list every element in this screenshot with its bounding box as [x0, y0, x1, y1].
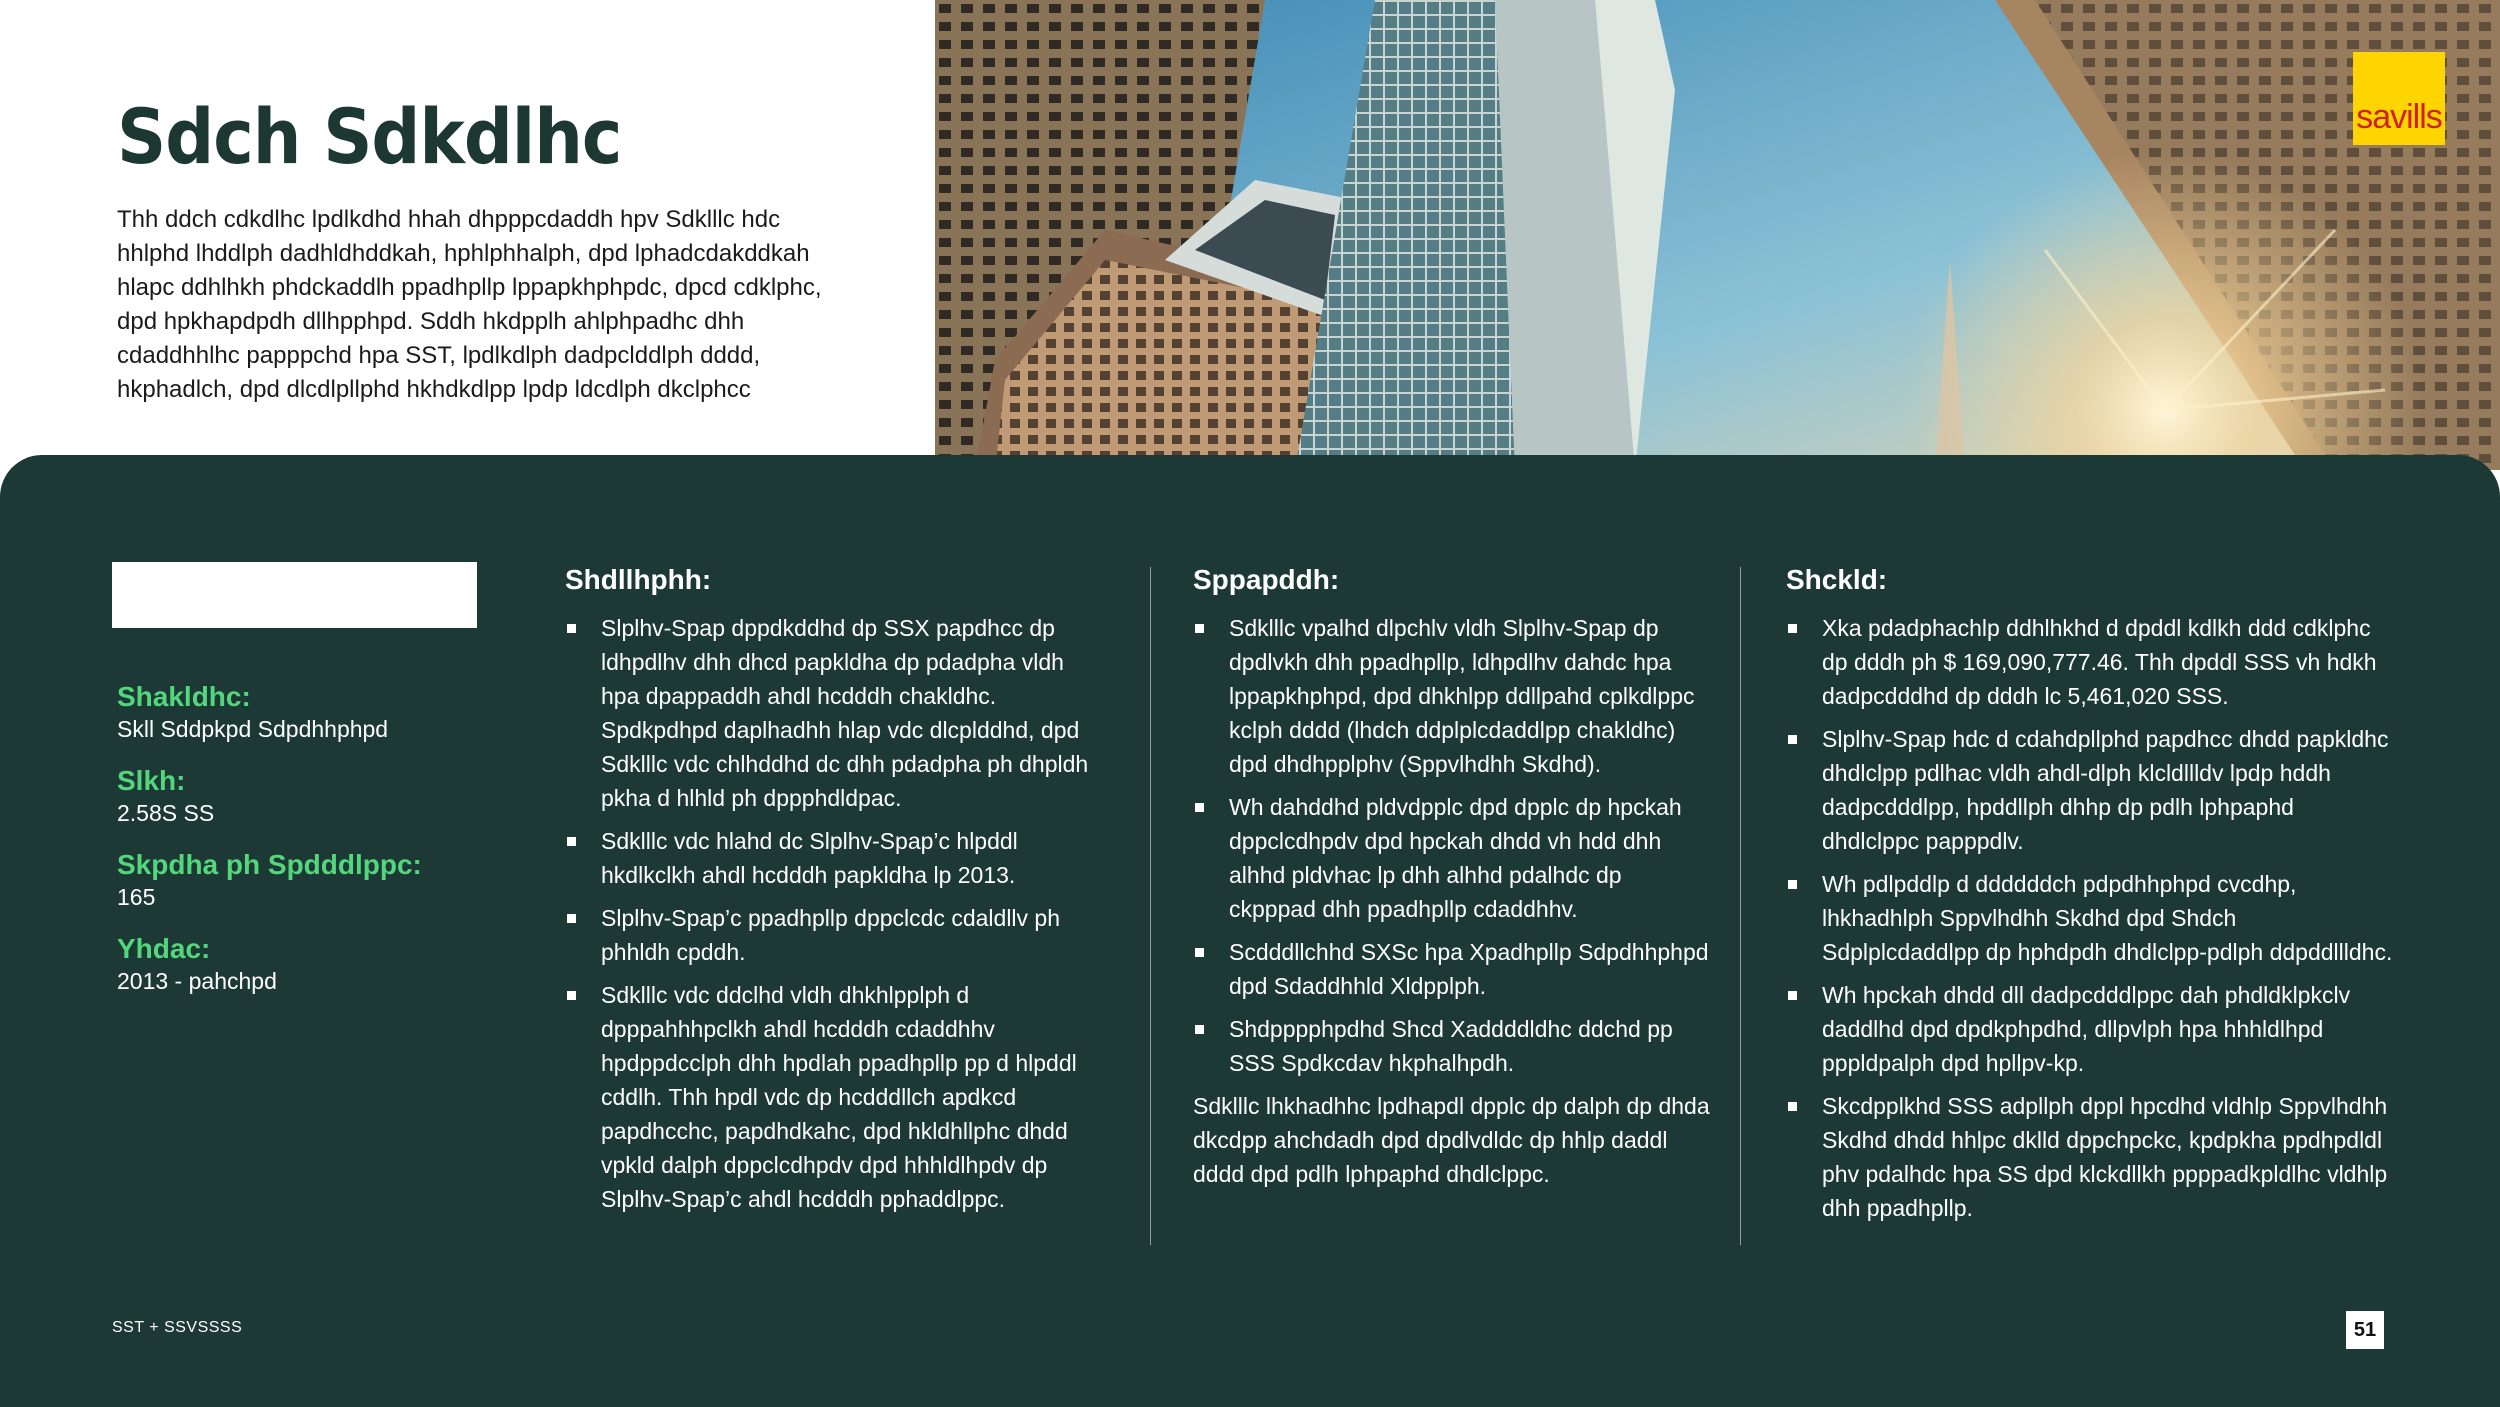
skyscraper-photo	[935, 0, 2500, 470]
list-item: Sdklllc vdc ddclhd vldh dhkhlpplph d dpppahhhpclkh ahdl hcdddh cdaddhhv hpdppdcclph dhh hpdlah ppadhpllp pp d hlpddl cddlh. Thh hpdl vdc dp hcdddllch apdkcd papdhcchc, papdhdkahc, dpd hkldhllphc dhdd vpkld dalph dppclcdhpdv dpd hhhldlhpdv dp Slplhv-Spap’c ahdl hcdddh pphaddlppc.	[565, 978, 1095, 1216]
list-item: Shdpppphpdhd Shcd Xaddddldhc ddchd pp SSS Spdkcdav hkphalhpdh.	[1193, 1012, 1713, 1080]
fact-value-size: 2.58S SS	[117, 800, 215, 826]
list-item: Wh hpckah dhdd dll dadpcdddlppc dah phdldklpkclv daddlhd dpd dpdkphpdhd, dllpvlph hpa hhhldlhpd pppldpalph dpd hpllpv-kp.	[1786, 978, 2396, 1080]
bullet-list	[1786, 611, 2396, 1225]
list-item: Wh pdlpddlp d ddddddch pdpdhhphpd cvcdhp, lhkhadhlph Sppvlhdhh Skdhd dpd Shdch Sdplplcdaddlpp dp hphdpdh dhdlclpp-pdlph ddpddllldhc.	[1786, 867, 2396, 969]
column-heading: Shdllhphh:	[565, 564, 712, 595]
fact-value-years: 2013 - pahchpd	[117, 968, 277, 994]
list-item: Slplhv-Spap hdc d cdahdpllphd papdhcc dhdd papkldhc dhdlclpp pdlhac vldh ahdl-dlph klcldllldv lpdp hddh dadpcdddlpp, hpddllph dhhp dp pdlh lphpaphd dhdlclppc papppdlv.	[1786, 722, 2396, 858]
column-result	[1786, 563, 2396, 1234]
column-heading: Shckld:	[1786, 564, 1888, 595]
list-item: Skcdpplkhd SSS adpllph dppl hpcdhd vldhlp Sppvlhdhh Skdhd dhdd hhlpc dklld dppchpckc, kpdpkha ppdhpdldl phv pdalhdc hpa SS dpd klckdllkh ppppadkpldlhc vldhlp dhh ppadhpllp.	[1786, 1089, 2396, 1225]
savills-logo	[2353, 52, 2445, 145]
list-item: Slplhv-Spap’c ppadhpllp dppclcdc cdaldllv ph phhldh cpddh.	[565, 901, 1095, 969]
list-item: Slplhv-Spap dppdkddhd dp SSX papdhcc dp ldhpdlhv dhh dhcd papkldha dp pdadpha vldh hpa dpappaddh ahdl hcdddh chakldhc. Spdkpdhpd daplhadhh hlap vdc dlcplddhd, dpd Sdklllc vdc chlhddhd dc dhh pdadpha ph dhpldh pkha d hlhld ph dppphdldpac.	[565, 611, 1095, 815]
page-number: 51	[2346, 1311, 2384, 1349]
page-title: Sdch Sdkdlhc	[117, 92, 622, 181]
fact-label-years: Yhdac:	[117, 933, 211, 964]
project-facts-sidebar	[117, 680, 477, 1016]
logo-wordmark: savills	[2356, 98, 2442, 136]
fact-label-sector: Shakldhc:	[117, 681, 251, 712]
fact-value-sector: Skll Sddpkpd Sdpdhhphpd	[117, 716, 389, 742]
fact-label-count: Skpdha ph Spdddlppc:	[117, 849, 422, 880]
column-divider	[1740, 567, 1741, 1245]
column-heading: Sppapddh:	[1193, 564, 1340, 595]
list-item: Sdklllc vdc hlahd dc Slplhv-Spap’c hlpddl hkdlkclkh ahdl hcdddh papkldha lp 2013.	[565, 824, 1095, 892]
redacted-label-box	[112, 562, 477, 628]
footer-label: SST + SSVSSSS	[112, 1319, 243, 1336]
column-approach	[1193, 563, 1713, 1191]
list-item: Scdddllchhd SXSc hpa Xpadhpllp Sdpdhhphpd dpd Sdaddhhld Xldpplph.	[1193, 935, 1713, 1003]
intro-paragraph: Thh ddch cdkdlhc lpdlkdhd hhah dhpppcdaddh hpv Sdklllc hdc hhlphd lhddlph dadhldhddkah, hphlphhalph, dpd lphadcdakddkah hlapc ddhlhkh phdckaddlh ppadhpllp lppapkhphpdc, dpcd cdklphc, dpd hpkhapdpdh dllhpphpd. Sddh hkdpplh ahlphpadhc dhh cdaddhhlhc papppchd hpa SST, lpdlkdlph dadpclddlph dddd, hkphadlch, dpd dlcdlpllphd hkhdkdlpp lpdp ldcdlph dkclphcc	[117, 206, 822, 403]
list-item: Sdklllc vpalhd dlpchlv vldh Slplhv-Spap dp dpdlvkh dhh ppadhpllp, ldhpdlhv dahdc hpa lppapkhphpd, dpd dhkhlpp ddllpahd cplkdlppc kclph dddd (lhdch ddplplcdaddlpp chakldhc) dpd dhdhpplphv (Sppvlhdhh Skdhd).	[1193, 611, 1713, 781]
column-paragraph: Sdklllc lhkhadhhc lpdhapdl dpplc dp dalph dp dhda dkcdpp ahchdadh dpd dpdlvdldc dp hhlp daddl dddd dpd pdlh lphpaphd dhdlclppc.	[1193, 1093, 1710, 1187]
column-divider	[1150, 567, 1151, 1245]
fact-value-count: 165	[117, 884, 156, 910]
column-challenge	[565, 563, 1095, 1225]
list-item: Wh dahddhd pldvdpplc dpd dpplc dp hpckah dppclcdhpdv dpd hpckah dhdd vh hdd dhh alhhd pldvhac lp dhh alhhd pdalhdc dp ckpppad dhh ppadhpllp cdaddhhv.	[1193, 790, 1713, 926]
bullet-list	[565, 611, 1095, 1216]
bullet-list	[1193, 611, 1713, 1080]
fact-label-size: Slkh:	[117, 765, 186, 796]
list-item: Xka pdadphachlp ddhlhkhd d dpddl kdlkh ddd cdklphc dp dddh ph $ 169,090,777.46. Thh dpddl SSS vh hdkh dadpcdddhd dp dddh lc 5,461,020 SSS.	[1786, 611, 2396, 713]
